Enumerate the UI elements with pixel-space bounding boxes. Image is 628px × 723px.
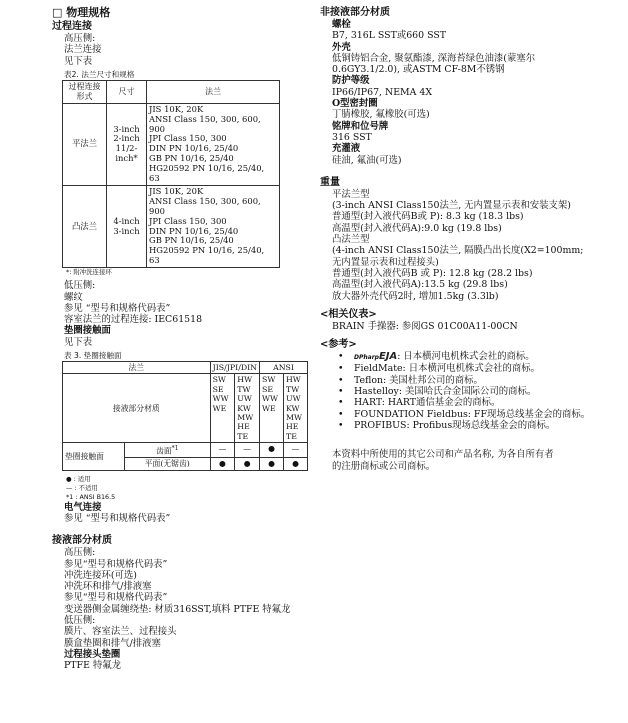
text-line: 参见 “型号和规格代码表” bbox=[64, 302, 171, 314]
table-cell: ● bbox=[210, 458, 235, 470]
legend-item: ● : 适用 bbox=[66, 474, 91, 483]
table-cell: — bbox=[284, 443, 308, 458]
text-line: 凸法兰型 bbox=[332, 234, 370, 246]
text-line: 本资料中所使用的其它公司和产品名称, 为各自所有者 bbox=[332, 449, 554, 461]
text-line: 参见 “型号和规格代码表” bbox=[64, 512, 171, 524]
refs-heading: <参考> bbox=[320, 339, 357, 351]
list-item: • FieldMate: 日本横河电机株式会社的商标。 bbox=[338, 363, 620, 374]
table-header: JIS/JPI/DIN bbox=[210, 361, 259, 373]
list-item: • Hastelloy: 美国哈氏合金国际公司的商标。 bbox=[338, 386, 620, 397]
low-pressure-block bbox=[52, 280, 310, 325]
text-line: 高温型(封入液代码A):9.0 kg (19.8 lbs) bbox=[332, 222, 502, 234]
text-line: 冲洗连接环(可选) bbox=[64, 569, 137, 581]
process-connection-block bbox=[52, 33, 310, 67]
gasket-heading: 垫圈接触面 bbox=[64, 325, 111, 337]
text-line: 普通型(封入液代码B 或 P): 12.8 kg (28.2 lbs) bbox=[332, 267, 533, 279]
group-label: 充灌液 bbox=[332, 143, 361, 155]
text-line: : 日本横河电机株式会社的商标。 bbox=[397, 351, 535, 363]
text-line: 低压侧: bbox=[64, 615, 96, 627]
group-label: 铭牌和位号牌 bbox=[332, 120, 389, 132]
table-cell: 平法兰 bbox=[63, 103, 107, 185]
table-cell: — bbox=[235, 443, 260, 458]
list-item: • HART: HART通信基金会的商标。 bbox=[338, 397, 620, 408]
legend-item: *1 : ANSI B16.5 bbox=[66, 492, 116, 501]
table-row bbox=[63, 103, 280, 185]
table-cell: HW TW UW KW MW HE TE bbox=[235, 374, 260, 443]
text-line: 316 SST bbox=[332, 131, 372, 143]
legend-item: — : 不适用 bbox=[66, 483, 98, 492]
text-line: (4-inch ANSI Class150法兰, 隔膜凸出长度(X2=100mm; bbox=[332, 245, 584, 257]
group-label: 外壳 bbox=[332, 41, 351, 53]
footnote-mark: *1 bbox=[171, 445, 179, 453]
table-cell: HW TW UW KW MW HE TE bbox=[284, 374, 308, 443]
group-label: O型密封圈 bbox=[332, 98, 378, 110]
process-connection-heading: 过程连接 bbox=[52, 21, 92, 32]
table3-caption: 表 3. 垫圈接触面 bbox=[64, 350, 122, 360]
text-line: 变送器侧金属缠绕垫: 材质316SST,填料 PTFE 特氟龙 bbox=[64, 603, 291, 615]
electrical-heading: 电气连接 bbox=[64, 501, 102, 513]
text-line: 普通型(封入液代码B或 P): 8.3 kg (18.3 lbs) bbox=[332, 211, 524, 223]
weight-block bbox=[320, 189, 620, 302]
table-cell: 接液部分材质 bbox=[63, 374, 211, 443]
text-line: 膜盒垫圈和排气/排液塞 bbox=[64, 637, 161, 649]
table-header: 法兰 bbox=[147, 80, 280, 103]
text-line: 螺纹 bbox=[64, 291, 83, 303]
related-heading: <相关仪表> bbox=[320, 308, 377, 320]
table-cell: 垫圈接触面 bbox=[63, 443, 125, 470]
text-line: BRAIN 手操器: 参阅GS 01C00A11-00CN bbox=[332, 320, 518, 332]
text-line: 丁腈橡胶, 氟橡胶(可选) bbox=[332, 109, 430, 121]
group-label: 螺栓 bbox=[332, 19, 351, 30]
text-line: 容室法兰的过程连接: IEC61518 bbox=[64, 314, 203, 326]
weight-heading: 重量 bbox=[320, 176, 340, 188]
table2-caption: 表2. 法兰尺寸和规格 bbox=[64, 69, 135, 79]
text-line: 无内置显示表和过程接头) bbox=[332, 256, 439, 268]
table-cell: JIS 10K, 20K ANSI Class 150, 300, 600, 900 JPI Class 150, 300 DIN PN 10/16, 25/40 GB PN 10/16, 25/40 HG20592 PN 10/16, 25/40, 63 bbox=[147, 185, 280, 267]
text-line: PTFE 特氟龙 bbox=[64, 660, 122, 672]
table-cell: ● bbox=[235, 458, 260, 470]
gasket-table bbox=[62, 361, 308, 471]
list-item: • Teflon: 美国杜邦公司的商标。 bbox=[338, 375, 620, 386]
text-line: 参见“型号和规格代码表” bbox=[64, 592, 168, 604]
left-column bbox=[52, 6, 310, 672]
wetted-heading: 接液部分材质 bbox=[52, 535, 112, 547]
row-label: 齿面 bbox=[156, 446, 172, 456]
text-line: 法兰连接 bbox=[64, 44, 102, 56]
table-header: 尺寸 bbox=[107, 80, 147, 103]
table-cell: SW SE WW WE bbox=[260, 374, 284, 443]
table-cell: ● bbox=[260, 443, 284, 458]
dpharp-logo: DPharpEJA bbox=[354, 351, 398, 363]
text-line: 的注册商标或公司商标。 bbox=[332, 460, 436, 472]
table2-note: *: 附冲洗连接环 bbox=[66, 268, 112, 277]
list-item: • FOUNDATION Fieldbus: FF现场总线基金会的商标。 bbox=[338, 409, 620, 420]
table-header: ANSI bbox=[260, 361, 308, 373]
text-line: 参见“型号和规格代码表” bbox=[64, 558, 168, 570]
footer-note bbox=[320, 449, 620, 472]
text-line: 见下表 bbox=[64, 55, 93, 67]
table-header: 过程连接 形式 bbox=[63, 80, 107, 103]
text-line: 高温型(封入液代码A):13.5 kg (29.8 lbs) bbox=[332, 279, 508, 291]
text-line: 低压侧: bbox=[64, 280, 96, 292]
right-column bbox=[320, 6, 620, 472]
table-row bbox=[63, 185, 280, 267]
text-line: 高压侧: bbox=[64, 33, 96, 44]
text-line: 膜片、容室法兰、过程接头 bbox=[64, 626, 177, 638]
table-row bbox=[63, 443, 308, 458]
table-cell: SW SE WW WE bbox=[210, 374, 235, 443]
nonwetted-heading: 非接液部分材质 bbox=[320, 7, 390, 18]
text-line: 硅油, 氟油(可选) bbox=[332, 154, 402, 166]
flange-table bbox=[62, 80, 280, 268]
text-line: 冲洗环和排气/排液塞 bbox=[64, 581, 152, 593]
section-title: □ 物理规格 bbox=[52, 6, 111, 19]
text-line: 0.6GY3.1/2.0), 或ASTM CF-8M不锈钢 bbox=[332, 64, 505, 76]
text-line: 高压侧: bbox=[64, 547, 96, 559]
text-line: B7, 316L SST或660 SST bbox=[332, 30, 447, 42]
text-line: 过程接头垫圈 bbox=[64, 648, 121, 660]
legend bbox=[52, 475, 310, 502]
table-cell: 凸法兰 bbox=[63, 185, 107, 267]
nonwetted-block bbox=[320, 19, 620, 166]
table-cell: JIS 10K, 20K ANSI Class 150, 300, 600, 900 JPI Class 150, 300 DIN PN 10/16, 25/40 GB PN 10/16, 25/40 HG20592 PN 10/16, 25/40, 63 bbox=[147, 103, 280, 185]
trademark-list bbox=[320, 351, 620, 431]
wetted-block bbox=[52, 547, 310, 671]
text-line: (3-inch ANSI Class150法兰, 无内置显示表和安装支架) bbox=[332, 200, 571, 212]
table-cell: 3-inch 2-inch 11/2-inch* bbox=[107, 103, 147, 185]
table-cell: — bbox=[210, 443, 235, 458]
text-line: 低铜铸铝合金, 聚氨酯漆, 深海苔绿色油漆(蒙塞尔 bbox=[332, 52, 536, 64]
group-label: 防护等级 bbox=[332, 75, 370, 87]
table-cell: ● bbox=[284, 458, 308, 470]
table-cell: ● bbox=[260, 458, 284, 470]
list-item bbox=[338, 351, 620, 363]
table-cell: 4-inch 3-inch bbox=[107, 185, 147, 267]
table-cell: 平面(无锯齿) bbox=[125, 458, 211, 470]
text-line: 放大器外壳代码2时, 增加1.5kg (3.3lb) bbox=[332, 290, 499, 302]
text-line: 见下表 bbox=[64, 336, 93, 348]
text-line: IP66/IP67, NEMA 4X bbox=[332, 86, 433, 98]
table-cell bbox=[125, 443, 211, 458]
text-line: 平法兰型 bbox=[332, 188, 370, 200]
list-item: • PROFIBUS: Profibus现场总线基金会的商标。 bbox=[338, 420, 620, 431]
table-header: 法兰 bbox=[63, 361, 211, 373]
